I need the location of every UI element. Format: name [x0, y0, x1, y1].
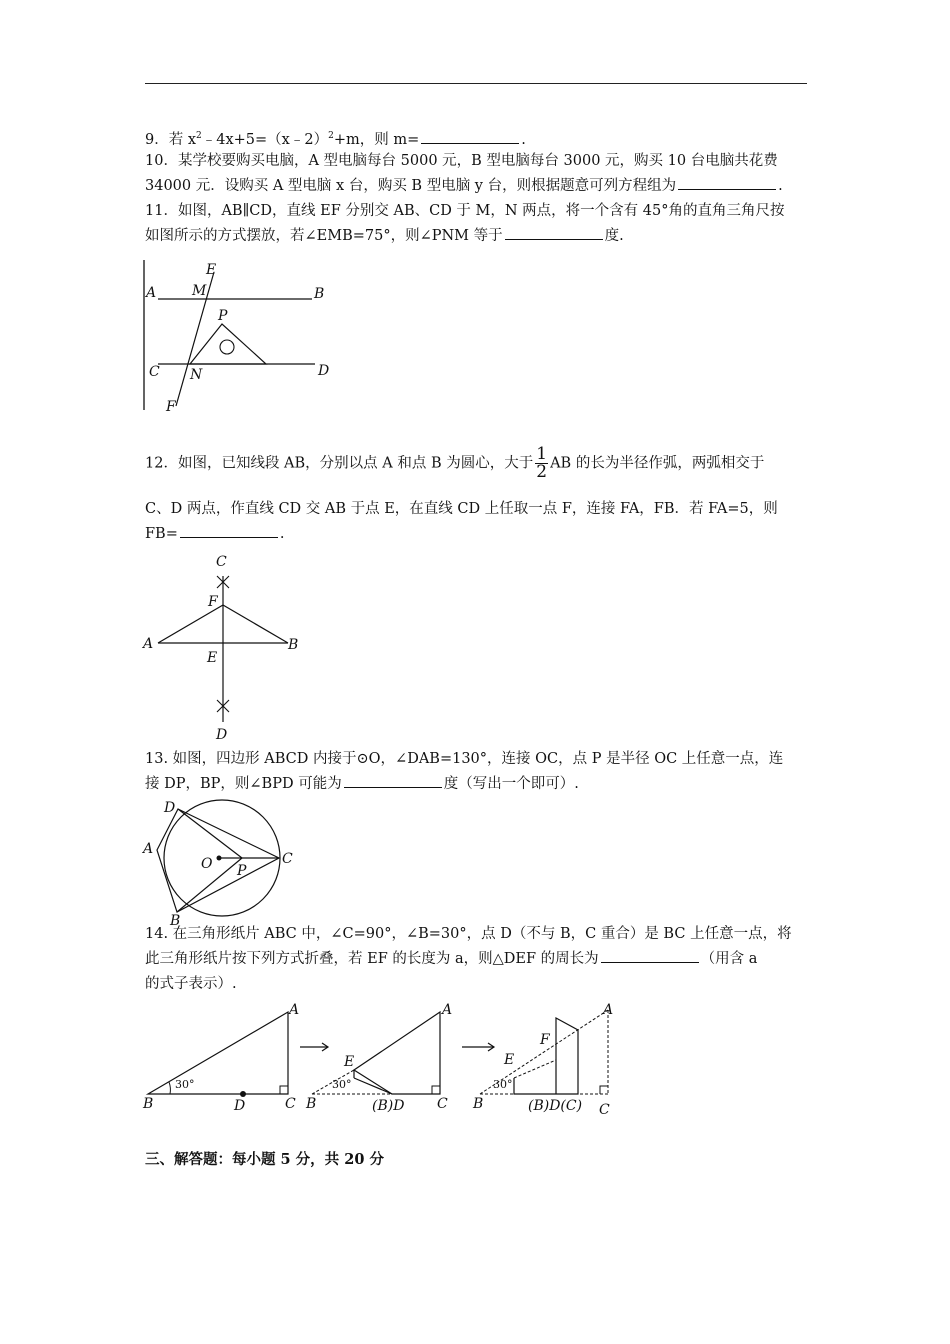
fold-step-3: [472, 1002, 613, 1118]
label-m: M: [192, 283, 207, 299]
label-p: P: [218, 308, 228, 324]
label-b: B: [473, 1096, 484, 1112]
label-f: F: [208, 594, 218, 610]
question-11-line2: 如图所示的方式摆放，若∠EMB=75°，则∠PNM 等于 度.: [145, 224, 810, 249]
figure-11: [140, 258, 340, 418]
answer-blank[interactable]: [601, 947, 699, 963]
label-c: C: [216, 554, 227, 570]
label-o: O: [201, 856, 213, 872]
label-e: E: [344, 1054, 355, 1070]
answer-blank[interactable]: [344, 772, 442, 788]
question-10: [145, 149, 810, 199]
question-14-line2: 此三角形纸片按下列方式折叠，若 EF 的长度为 a，则△DEF 的周长为 （用含 a: [145, 947, 810, 972]
question-12-line1: 12．如图，已知线段 AB，分别以点 A 和点 B 为圆心，大于 $\frac{1}{2}$ AB 的长为半径作弧，两弧相交于: [145, 444, 765, 482]
folded-strip: [514, 1018, 578, 1094]
segment-dp: [178, 809, 242, 858]
label-b: B: [306, 1096, 317, 1112]
answer-blank[interactable]: [180, 522, 278, 538]
point-d: [240, 1091, 246, 1097]
segment-fa: [158, 605, 223, 643]
label-b: B: [288, 637, 299, 653]
angle-arc: [169, 1082, 170, 1094]
label-p: P: [237, 863, 247, 879]
label-b: B: [314, 286, 325, 302]
label-a: A: [603, 1002, 614, 1018]
set-square-hole: [220, 340, 234, 354]
label-a: A: [289, 1002, 300, 1018]
question-10-line2: 34000 元．设购买 A 型电脑 x 台，购买 B 型电脑 y 台，则根据题意可列方程组为 .: [145, 174, 810, 199]
label-d: D: [164, 800, 176, 816]
label-e: E: [206, 262, 217, 278]
question-12: [145, 446, 810, 481]
folded-shape: [354, 1012, 440, 1094]
label-n: N: [190, 367, 203, 383]
fold-step-1: [142, 1002, 299, 1114]
question-11-line1: 11．如图，AB∥CD，直线 EF 分别交 AB、CD 于 M，N 两点，将一个含有 45°角的直角三角尺按: [145, 203, 785, 219]
label-a: A: [146, 285, 157, 301]
set-square: [190, 324, 266, 364]
question-9: 9．若 $x^2﹣4x+5=(x﹣2)^2+m$，则 m= .: [145, 124, 810, 153]
label-c: C: [437, 1096, 448, 1112]
question-10-line1: 10．某学校要购买电脑，A 型电脑每台 5000 元，B 型电脑每台 3000 元，购买 10 台电脑共花费: [145, 153, 778, 169]
answer-blank[interactable]: [678, 174, 776, 190]
label-d: D: [216, 727, 228, 743]
label-c: C: [599, 1102, 610, 1118]
question-14-line1: 14. 在三角形纸片 ABC 中，∠C=90°，∠B=30°，点 D（不与 B，C 重合）是 BC 上任意一点，将: [145, 926, 792, 942]
label-d: D: [234, 1098, 246, 1114]
label-c: C: [149, 364, 160, 380]
fraction-one-half: $\frac{1}{2}$: [536, 444, 548, 482]
answer-blank[interactable]: [421, 128, 519, 144]
right-angle-mark: [432, 1086, 440, 1094]
right-angle-mark: [280, 1086, 288, 1094]
triangle-abc: [148, 1012, 288, 1094]
label-e: E: [504, 1052, 515, 1068]
angle-label: 30°: [493, 1078, 513, 1091]
label-f: F: [540, 1032, 550, 1048]
label-b: B: [170, 913, 181, 929]
label-c: C: [282, 851, 293, 867]
question-12-line3: FB= .: [145, 522, 810, 547]
figure-14: [140, 1000, 620, 1120]
angle-label: 30°: [332, 1078, 352, 1091]
label-e: E: [207, 650, 218, 666]
section-heading-3: 三、解答题：每小题 5 分，共 20 分: [145, 1151, 384, 1168]
question-13: [145, 747, 810, 797]
question-12-cont: [145, 497, 810, 547]
label-a: A: [442, 1002, 453, 1018]
question-11: [145, 199, 810, 249]
center-point-o: [217, 856, 222, 861]
label-bd: (B)D: [372, 1098, 405, 1114]
label-a: A: [143, 841, 154, 857]
question-13-line2: 接 DP，BP，则∠BPD 可能为 度（写出一个即可）.: [145, 772, 810, 797]
label-bdc: (B)D(C): [528, 1098, 583, 1114]
answer-blank[interactable]: [505, 224, 603, 240]
figure-12: [140, 550, 310, 745]
segment-fb: [223, 605, 288, 643]
segment-ef-dashed: [514, 1060, 556, 1078]
question-14-line3: 的式子表示）.: [145, 976, 237, 992]
header-rule: [145, 83, 807, 84]
right-angle-mark: [600, 1086, 608, 1094]
question-13-line1: 13. 如图，四边形 ABCD 内接于⊙O，∠DAB=130°，连接 OC，点 P 是半径 OC 上任意一点，连: [145, 751, 784, 767]
segment-ed: [354, 1078, 392, 1094]
label-f: F: [166, 399, 176, 415]
label-a: A: [143, 636, 154, 652]
label-c: C: [285, 1096, 296, 1112]
label-b: B: [143, 1096, 154, 1112]
angle-label: 30°: [175, 1078, 195, 1091]
figure-13: [140, 798, 310, 929]
fold-step-2: [305, 1002, 452, 1114]
question-12-line2: C、D 两点，作直线 CD 交 AB 于点 E，在直线 CD 上任取一点 F，连接 FA，FB．若 FA=5，则: [145, 501, 778, 517]
label-d: D: [318, 363, 330, 379]
question-14: [145, 922, 810, 997]
